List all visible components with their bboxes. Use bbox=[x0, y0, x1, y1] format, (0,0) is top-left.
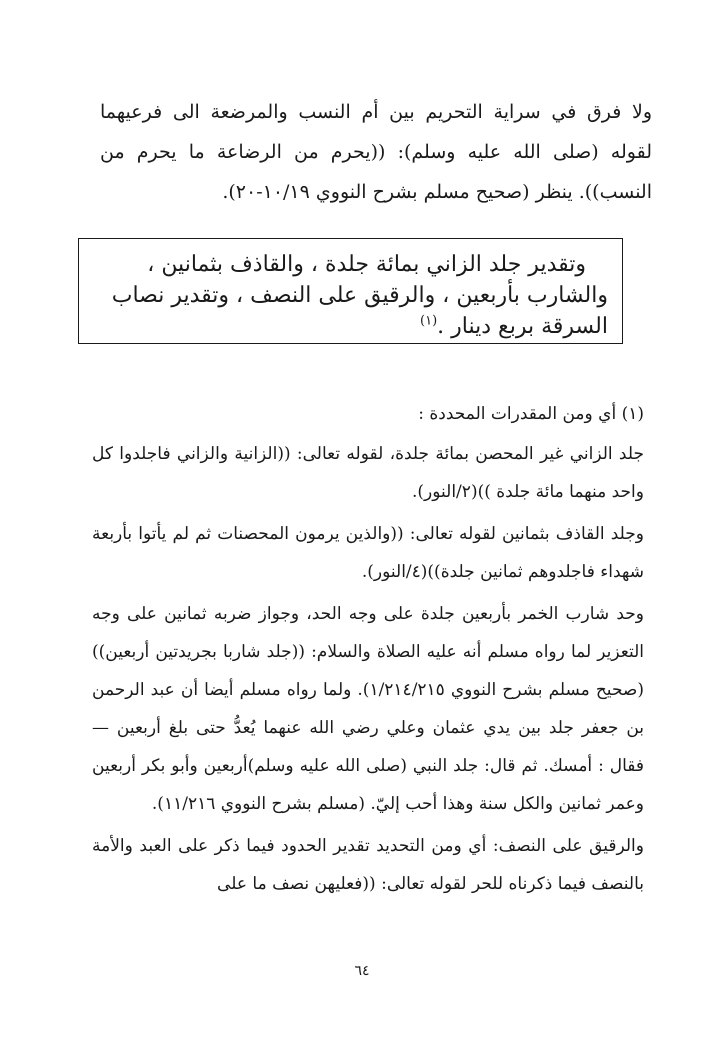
intro-line-1: ولا فرق في سراية التحريم بين أم النسب والمرضعة الى فرعيهما لقوله (صلى الله bbox=[100, 101, 652, 163]
box-line-3-text: السرقة بربع دينار . bbox=[437, 314, 608, 339]
intro-paragraph bbox=[100, 92, 652, 212]
box-line-2: والشارب بأربعين ، والرقيق على النصف ، وتقدير نصاب bbox=[111, 283, 608, 308]
footnote-paragraph-sharib: وحد شارب الخمر بأربعين جلدة على وجه الحد، وجواز ضربه ثمانين على وجه التعزير لما رواه مسلم أنه عليه الصلاة والسلام: ((جلد شاربا بجريدتين أربعين))(صحيح مسلم بشرح النووي ١/٢١٤/٢١٥). ولما رواه مسلم أيضا أن عبد الرحمن بن جعفر جلد بين يدي عثمان وعلي رضي الله عنهما يُعدُّ حتى بلغ أربعين — فقال : أمسك. ثم قال: جلد النبي (صلى الله عليه وسلم)أربعين وأبو بكر أربعين وعمر ثمانين والكل سنة وهذا أحب إليّ. (مسلم بشرح النووي ١١/٢١٦). bbox=[92, 604, 644, 814]
intro-line-3: بشرح النووي ١٠/١٩-٢٠). bbox=[222, 181, 418, 203]
footnotes-section bbox=[92, 395, 644, 907]
footnote-reference: (١) bbox=[420, 313, 438, 329]
highlighted-text-box bbox=[78, 238, 623, 344]
footnote-paragraph-zani: جلد الزاني غير المحصن بمائة جلدة، لقوله تعالى: ((الزانية والزاني فاجلدوا كل واحد منهما مائة جلدة ))(٢/النور). bbox=[92, 444, 644, 502]
footnote-heading: (١) أي ومن المقدرات المحددة : bbox=[418, 404, 644, 424]
box-line-3 bbox=[93, 311, 608, 342]
footnote-paragraph-qadhif: وجلد القاذف بثمانين لقوله تعالى: ((والذين يرمون المحصنات ثم لم يأتوا بأربعة شهداء فاجلدوهم ثمانين جلدة))(٤/النور). bbox=[92, 524, 644, 582]
footnote-paragraph-raqiq: والرقيق على النصف: أي ومن التحديد تقدير الحدود فيما ذكر على العبد والأمة بالنصف فيما ذكرناه للحر لقوله تعالى: ((فعليهن نصف ما على bbox=[92, 836, 644, 894]
intro-line-2: عليه وسلم): ((يحرم من الرضاعة ما يحرم من النسب)). ينظر (صحيح مسلم bbox=[100, 141, 652, 203]
page-number: ٦٤ bbox=[354, 963, 370, 979]
box-line-1: وتقدير جلد الزاني بمائة جلدة ، والقاذف بثمانين ، bbox=[147, 252, 586, 277]
